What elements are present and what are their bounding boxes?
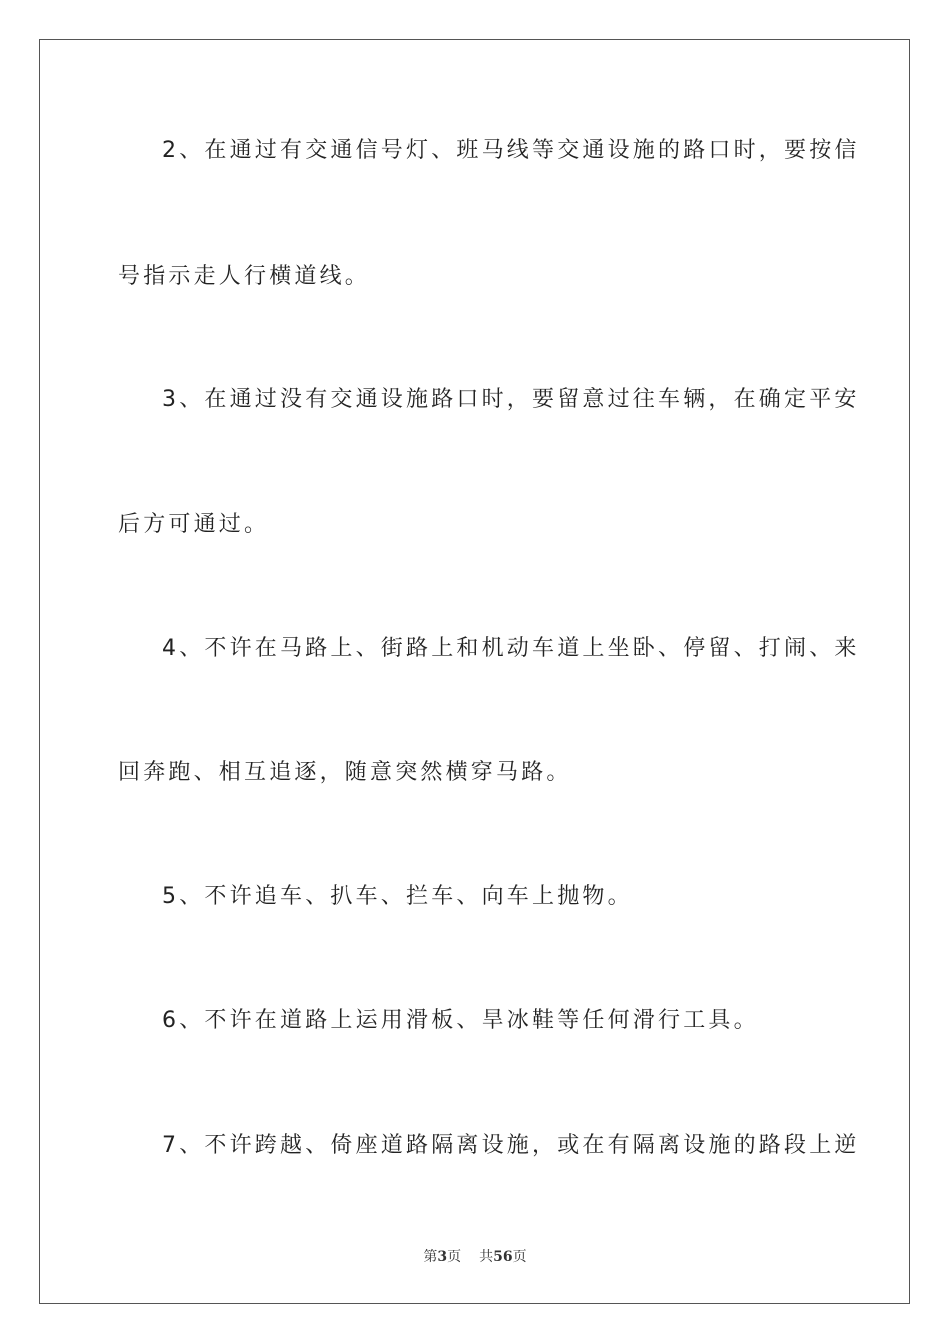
paragraph-2-line-1: 3、在通过没有交通设施路口时，要留意过往车辆，在确定平安 xyxy=(162,387,860,412)
paragraph-5-line-1: 6、不许在道路上运用滑板、旱冰鞋等任何滑行工具。 xyxy=(162,1008,759,1033)
page-number: 3 xyxy=(437,1249,448,1265)
page-frame xyxy=(39,39,910,1304)
page-suffix: 页 xyxy=(447,1249,462,1265)
paragraph-3-line-2: 回奔跑、相互追逐，随意突然横穿马路。 xyxy=(118,760,572,785)
page-footer xyxy=(0,1246,950,1266)
paragraph-3-line-1: 4、不许在马路上、街路上和机动车道上坐卧、停留、打闹、来 xyxy=(162,636,860,661)
paragraph-1-line-2: 号指示走人行横道线。 xyxy=(118,264,371,289)
total-pages: 56 xyxy=(493,1249,513,1265)
paragraph-6-line-1: 7、不许跨越、倚座道路隔离设施，或在有隔离设施的路段上逆 xyxy=(162,1133,860,1158)
paragraph-2-line-2: 后方可通过。 xyxy=(118,512,270,537)
paragraph-1-line-1: 2、在通过有交通信号灯、班马线等交通设施的路口时，要按信 xyxy=(162,138,860,163)
page-prefix: 第 xyxy=(423,1249,438,1265)
paragraph-4-line-1: 5、不许追车、扒车、拦车、向车上抛物。 xyxy=(162,884,633,909)
total-prefix: 共 xyxy=(479,1249,494,1265)
total-suffix: 页 xyxy=(512,1249,527,1265)
